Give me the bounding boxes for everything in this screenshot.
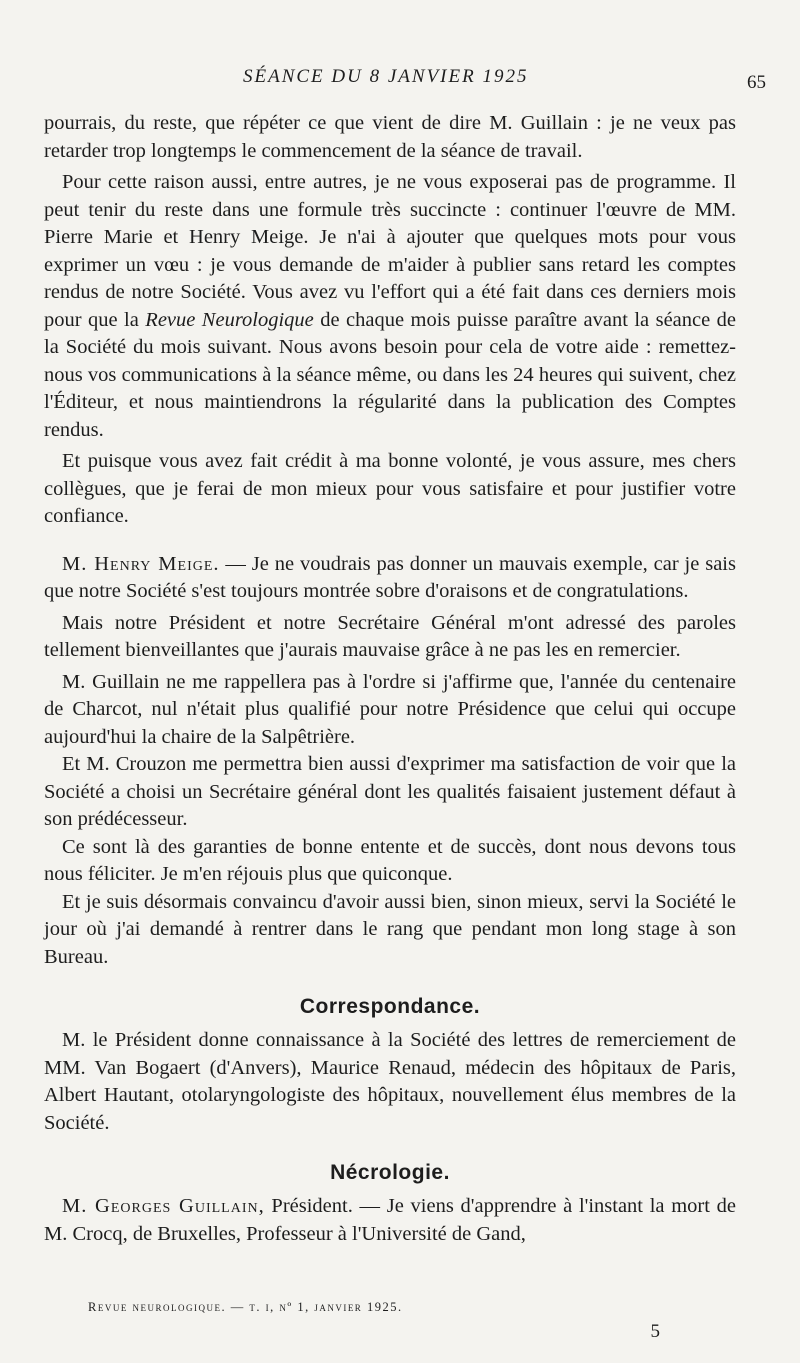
speaker-name: M. Georges Guillain,: [62, 1195, 265, 1217]
section-heading-correspondance: Correspondance.: [299, 995, 481, 1018]
page-number: 65: [747, 72, 766, 93]
paragraph-text: Président. — Je viens d'apprendre à l'instant la mort de M. Crocq, de Bruxelles, Professeur à l'Université de Gand,: [44, 1195, 736, 1245]
paragraph: Et puisque vous avez fait crédit à ma bonne volonté, je vous assure, mes chers collègues, que je ferai de mon mieux pour vous satisfaire et pour justifier votre confiance.: [44, 450, 736, 527]
paragraph: M. le Président donne connaissance à la Société des lettres de remerciement de MM. Van Bogaert (d'Anvers), Maurice Renaud, médecin des hôpitaux de Paris, Albert Hautant, otolaryngologiste des hôpitaux, nouvellement élus membres de la Société.: [44, 1029, 736, 1134]
paragraph-text: de chaque mois puisse paraître avant la séance de la Société du mois suivant. Nous avons besoin pour cela de votre aide : remettez-nous vos communications à la séance même, ou dans les 24 heures qui suivent, chez l'Éditeur, et nous maintiendrons la régularité dans la publication des Comptes rendus.: [44, 308, 736, 441]
paragraph: [44, 169, 736, 444]
journal-footer: Revue neurologique. — t. i, nº 1, janvier 1925.: [88, 1300, 403, 1314]
paragraph: Mais notre Président et notre Secrétaire Général m'ont adressé des paroles tellement bienveillantes que j'aurais mauvaise grâce à ne pas les en remercier.: [44, 611, 736, 661]
section-heading-necrologie: Nécrologie.: [330, 1161, 450, 1184]
paragraph-text: Pour cette raison aussi, entre autres, je ne vous exposerai pas de programme. Il peut tenir du reste dans une formule très succincte : continuer l'œuvre de MM. Pierre Marie et Henry Meige. Je n'ai à ajouter que quelques mots pour vous exprimer un vœu : je vous demande de m'aider à publier sans retard les comptes rendus de notre Société. Vous avez vu l'effort qui a été fait dans ces derniers mois pour que la: [44, 171, 736, 331]
page-body: [44, 110, 736, 1248]
paragraph: Ce sont là des garanties de bonne entente et de succès, dont nous devons tous nous féliciter. Je m'en réjouis plus que quiconque.: [44, 835, 736, 885]
paragraph: Et je suis désormais convaincu d'avoir aussi bien, sinon mieux, servi la Société le jour où j'ai demandé à rentrer dans le rang que pendant mon long stage à son Bureau.: [44, 890, 736, 968]
paragraph: M. Guillain ne me rappellera pas à l'ordre si j'affirme que, l'année du centenaire de Charcot, nul n'était plus qualifié pour notre Présidence que celui qui occupe aujourd'hui la chaire de la Salpêtrière.: [44, 670, 736, 748]
paragraph: pourrais, du reste, que répéter ce que vient de dire M. Guillain : je ne veux pas retarder trop longtemps le commencement de la séance de travail.: [44, 112, 736, 162]
running-title: SÉANCE DU 8 JANVIER 1925: [243, 66, 529, 87]
paragraph: [44, 1193, 736, 1248]
paragraph: Et M. Crouzon me permettra bien aussi d'exprimer ma satisfaction de voir que la Société a choisi un Secrétaire général dont les qualités faisaient justement défaut à son prédécesseur.: [44, 753, 736, 830]
paragraph: [44, 551, 736, 606]
running-header: [0, 66, 800, 96]
journal-title: Revue Neurologique: [145, 308, 314, 331]
speaker-name: M. Henry Meige.: [62, 552, 220, 575]
signature-mark: 5: [650, 1321, 660, 1342]
paragraph-text: — Je ne voudrais pas donner un mauvais exemple, car je sais que notre Société s'est toujours montrée sobre d'oraisons et de congratulations.: [44, 552, 736, 602]
